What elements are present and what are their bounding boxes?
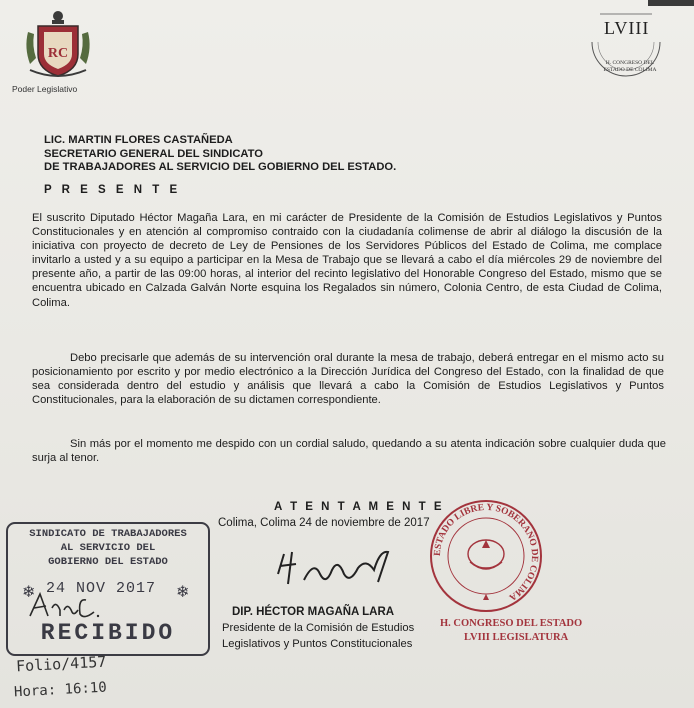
body-paragraph-3: Sin más por el momento me despido con un cordial saludo, quedando a su atenta indicación sobre cualquier duda que surja al tenor. bbox=[32, 438, 666, 465]
congress-red-seal bbox=[426, 496, 546, 616]
signer-name: DIP. HÉCTOR MAGAÑA LARA bbox=[232, 606, 395, 618]
body-paragraph-2: Debo precisarle que además de su intervención oral durante la mesa de trabajo, deberá entregar en el mismo acto su posicionamiento por escrito y por medio electrónico a la Dirección Jurídica del Congreso del Estado, con la finalidad de que sea considerada dentro del estudio y análisis que llevará a cabo la Comisión de Estudios Legislativos y Puntos Constitucionales, para la elaboración de su dictamen correspondiente. bbox=[32, 352, 664, 407]
seal-ring-text: ESTADO LIBRE Y SOBERANO DE COLIMA bbox=[432, 502, 540, 602]
poder-legislativo-label: Poder Legislativo bbox=[12, 84, 78, 94]
recipient-block bbox=[44, 134, 396, 175]
stamp-line-2: AL SERVICIO DEL bbox=[60, 542, 156, 554]
stamp-date: 24 NOV 2017 bbox=[46, 580, 157, 597]
salutation: P R E S E N T E bbox=[44, 184, 181, 196]
closing-atentamente: A T E N T A M E N T E bbox=[274, 501, 445, 513]
handwritten-initials bbox=[24, 586, 124, 626]
stamp-status: RECIBIDO bbox=[40, 620, 176, 646]
congress-seal-caption: H. CONGRESO DEL ESTADO DE COLIMA bbox=[603, 60, 657, 73]
place-date: Colima, Colima 24 de noviembre de 2017 bbox=[218, 517, 430, 529]
seal-legislatura-label: LVIII LEGISLATURA bbox=[464, 632, 569, 643]
body-paragraph-1: El suscrito Diputado Héctor Magaña Lara, en mi carácter de Presidente de la Comisión de Estudios Legislativos y Puntos Constitucionales y en atención al compromiso contraido con la ciudadanía colimense de abrir al diálogo la discusión de la iniciativa con proyecto de decreto de Ley de Pensiones de los Servidores Públicos del Estado de Colima, me complace invitarlo a usted y a su equipo a participar en la Mesa de Trabajo que se llevará a cabo el día miércoles 29 de noviembre del presente año, a partir de las 09:00 horas, al interior del recinto legislativo del Honorable Congreso del Estado, mismo que se encuentra ubicado en Calzada Galván Norte esquina los Regalados sin número, Colonia Centro, de esta Ciudad de Colima, Colima. bbox=[32, 212, 662, 309]
coat-of-arms-logo bbox=[22, 8, 94, 82]
svg-text:RC: RC bbox=[47, 46, 69, 61]
snowflake-icon: ❄ bbox=[22, 584, 36, 601]
legislature-number: LVIII bbox=[604, 18, 650, 38]
recipient-name: LIC. MARTIN FLORES CASTAÑEDA bbox=[44, 134, 233, 146]
recipient-organization: DE TRABAJADORES AL SERVICIO DEL GOBIERNO DEL ESTADO. bbox=[44, 161, 397, 174]
recipient-position: SECRETARIO GENERAL DEL SINDICATO bbox=[44, 147, 264, 160]
signature-image bbox=[270, 540, 400, 600]
handwritten-folio: Folio/4157 bbox=[15, 652, 107, 676]
stamp-line-3: GOBIERNO DEL ESTADO bbox=[48, 556, 168, 568]
stamp-line-1: SINDICATO DE TRABAJADORES bbox=[29, 528, 187, 540]
seal-congress-label: H. CONGRESO DEL ESTADO bbox=[440, 618, 583, 629]
signer-title-line-2: Legislativos y Puntos Constitucionales bbox=[222, 638, 413, 650]
handwritten-time: Hora: 16:10 bbox=[13, 679, 108, 701]
signer-title-line-1: Presidente de la Comisión de Estudios bbox=[222, 622, 415, 634]
snowflake-icon: ❄ bbox=[176, 584, 190, 601]
